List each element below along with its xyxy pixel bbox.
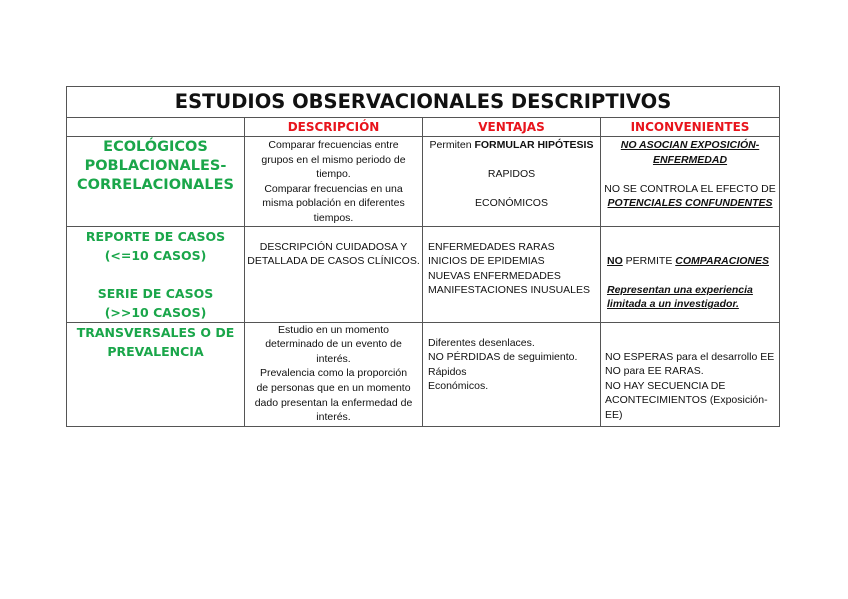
row-transversales	[67, 322, 780, 426]
header-ventajas-cell	[423, 118, 601, 137]
category-line: ECOLÓGICOS	[103, 139, 208, 155]
category-reporte	[67, 227, 244, 322]
header-inconvenientes-cell	[601, 118, 780, 137]
text-line: MANIFESTACIONES INUSUALES	[428, 284, 591, 297]
text-line: NO ESPERAS para el desarrollo EE	[605, 350, 775, 363]
text-line: Rápidos	[428, 365, 467, 378]
ventajas-ecologicos	[423, 137, 600, 211]
category-ecologicos	[67, 137, 244, 195]
title-row	[67, 87, 780, 118]
text-line: interés.	[316, 411, 351, 424]
row-reporte	[67, 226, 780, 322]
inconvenientes-ecologicos	[601, 137, 779, 211]
text-line: ECONÓMICOS	[475, 197, 548, 210]
text-line: dado presentan la enfermedad de	[254, 396, 413, 409]
ventajas-prefix: Permiten	[429, 139, 475, 151]
text-line: tiempo.	[316, 168, 351, 181]
studies-table	[66, 86, 780, 427]
text-line: limitada a un investigador.	[607, 298, 739, 311]
text-line: de personas que en un momento	[256, 381, 411, 394]
text-line: POTENCIALES CONFUNDENTES	[607, 197, 773, 210]
text-line: Prevalencia como la proporción	[259, 367, 408, 380]
text-line: tiempos.	[313, 211, 354, 224]
permite-text: PERMITE	[622, 254, 676, 267]
category-transversales-cell	[67, 322, 245, 426]
text-line: grupos en el mismo periodo de	[261, 153, 406, 166]
category-transversales	[67, 323, 244, 361]
text-line: ENFERMEDADES RARAS	[428, 240, 555, 253]
text-line: Económicos.	[428, 380, 489, 393]
header-inconvenientes: INCONVENIENTES	[630, 120, 750, 134]
text-line: Diferentes desenlaces.	[428, 336, 535, 349]
ventajas-transversales	[423, 323, 600, 394]
header-ventajas: VENTAJAS	[478, 120, 545, 134]
ventajas-transversales-cell	[423, 322, 601, 426]
category-line: SERIE DE CASOS	[97, 285, 214, 301]
text-line: ENFERMEDAD	[652, 153, 728, 166]
formular-hipotesis: FORMULAR HIPÓTESIS	[474, 139, 594, 151]
text-line: NO PÉRDIDAS de seguimiento.	[428, 351, 578, 364]
text-line: misma población en diferentes	[262, 197, 405, 210]
text-line: determinado de un evento de	[265, 338, 402, 351]
text-line: Comparar frecuencias entre	[268, 139, 399, 151]
inconvenientes-ecologicos-cell	[601, 137, 780, 227]
text-line: NO para EE RARAS.	[605, 365, 704, 378]
header-descripcion-cell	[245, 118, 423, 137]
header-row	[67, 118, 780, 137]
descripcion-transversales	[245, 323, 422, 425]
descripcion-transversales-cell	[245, 322, 423, 426]
inconvenientes-transversales	[601, 323, 779, 423]
category-line: PREVALENCIA	[107, 343, 204, 359]
text-line: DESCRIPCIÓN CUIDADOSA Y	[259, 240, 408, 253]
table-title: ESTUDIOS OBSERVACIONALES DESCRIPTIVOS	[174, 90, 672, 113]
text-line: EE)	[605, 408, 623, 421]
descripcion-ecologicos-cell	[245, 137, 423, 227]
inconvenientes-reporte-cell	[601, 226, 780, 322]
ventajas-ecologicos-cell	[423, 137, 601, 227]
descripcion-reporte-cell	[245, 226, 423, 322]
text-line: interés.	[316, 352, 351, 365]
no-emphasis: NO	[607, 254, 623, 267]
category-ecologicos-cell	[67, 137, 245, 227]
text-line: NO HAY SECUENCIA DE	[605, 379, 726, 392]
header-descripcion: DESCRIPCIÓN	[287, 120, 380, 134]
text-line: NUEVAS ENFERMEDADES	[428, 269, 561, 282]
comparaciones-emphasis: COMPARACIONES	[675, 254, 769, 267]
spacer	[67, 265, 244, 284]
descripcion-reporte	[245, 227, 422, 269]
text-line	[423, 138, 600, 153]
category-line: TRANSVERSALES O DE	[76, 324, 235, 340]
text-line: RAPIDOS	[487, 168, 536, 181]
ventajas-reporte-cell	[423, 226, 601, 322]
category-line: REPORTE DE CASOS	[85, 228, 226, 244]
text-line: DETALLADA DE CASOS CLÍNICOS.	[247, 255, 420, 268]
spacer	[601, 167, 779, 182]
text-line: ACONTECIMIENTOS (Exposición-	[605, 394, 768, 407]
text-line: Comparar frecuencias en una	[264, 182, 403, 195]
category-line: (>>10 CASOS)	[104, 304, 207, 320]
inconvenientes-reporte	[601, 227, 779, 312]
text-line: INICIOS DE EPIDEMIAS	[428, 255, 545, 268]
category-line: (<=10 CASOS)	[104, 247, 207, 263]
category-reporte-cell	[67, 226, 245, 322]
spacer	[607, 268, 779, 283]
header-empty-cell	[67, 118, 245, 137]
text-line: NO ASOCIAN EXPOSICIÓN-	[620, 139, 760, 151]
text-line: Estudio en un momento	[278, 323, 389, 336]
category-line: POBLACIONALES-	[84, 158, 227, 174]
spacer	[423, 153, 600, 168]
title-cell	[67, 87, 780, 118]
inconvenientes-transversales-cell	[601, 322, 780, 426]
row-ecologicos	[67, 137, 780, 227]
text-line: Representan una experiencia	[607, 283, 753, 296]
spacer	[423, 182, 600, 197]
text-line: NO SE CONTROLA EL EFECTO DE	[604, 182, 776, 195]
descripcion-ecologicos	[245, 137, 422, 226]
category-line: CORRELACIONALES	[77, 177, 234, 193]
text-line	[607, 254, 779, 269]
ventajas-reporte	[423, 227, 600, 298]
